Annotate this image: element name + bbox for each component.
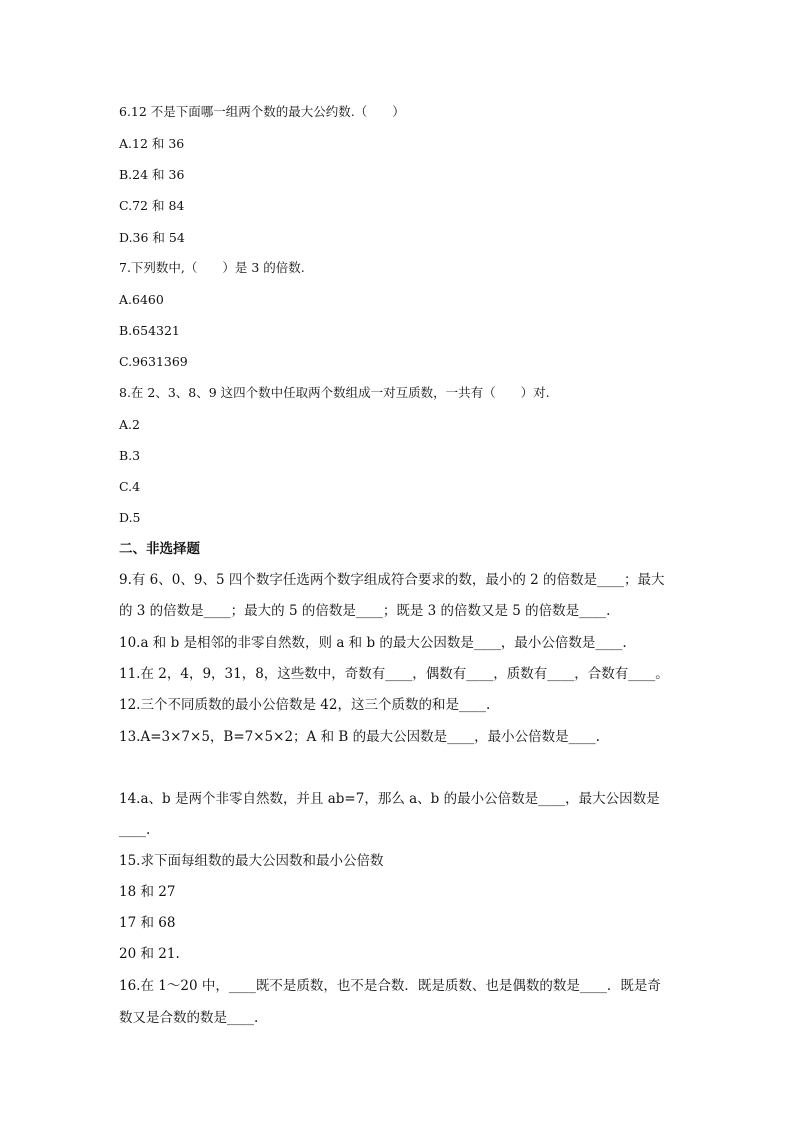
question-7-option-c: C.9631369 (119, 354, 188, 369)
question-8-option-a: A.2 (119, 417, 140, 432)
question-14-line-2: ____. (119, 822, 151, 838)
question-13: 13.A=3×7×5，B=7×5×2；A 和 B 的最大公因数是____，最小公倍数是____. (119, 729, 600, 745)
question-6-option-c: C.72 和 84 (119, 198, 185, 213)
question-8-option-b: B.3 (119, 448, 141, 463)
question-15-stem: 15.求下面每组数的最大公因数和最小公倍数 (119, 853, 384, 869)
question-6-stem: 6.12 不是下面哪一组两个数的最大公约数.（ ） (119, 104, 405, 119)
question-6-option-d: D.36 和 54 (119, 230, 185, 245)
question-8-option-c: C.4 (119, 479, 141, 494)
question-12: 12.三个不同质数的最小公倍数是 42，这三个质数的和是____. (119, 697, 491, 713)
question-6-option-a: A.12 和 36 (119, 136, 185, 151)
question-15-item-1: 18 和 27 (119, 884, 176, 900)
question-9-line-2: 的 3 的倍数是____；最大的 5 的倍数是____；既是 3 的倍数又是 5 的倍数是____. (119, 603, 611, 619)
question-6-option-b: B.24 和 36 (119, 167, 185, 182)
question-15-item-3: 20 和 21. (119, 946, 180, 962)
question-8-option-d: D.5 (119, 510, 141, 525)
question-7-option-a: A.6460 (119, 292, 164, 307)
question-16-line-1: 16.在 1～20 中，____既不是质数，也不是合数．既是质数、也是偶数的数是____．既是奇 (119, 978, 661, 994)
question-7-option-b: B.654321 (119, 323, 180, 338)
question-9-line-1: 9.有 6、0、9、5 四个数字任选两个数字组成符合要求的数，最小的 2 的倍数是____；最大 (119, 572, 665, 588)
question-7-stem: 7.下列数中,（ ）是 3 的倍数. (119, 260, 305, 275)
question-15-item-2: 17 和 68 (119, 915, 176, 931)
question-10: 10.a 和 b 是相邻的非零自然数，则 a 和 b 的最大公因数是____，最小公倍数是____. (119, 635, 627, 651)
question-11: 11.在 2，4，9，31，8，这些数中，奇数有____，偶数有____，质数有____，合数有____。 (119, 666, 669, 682)
question-8-stem: 8.在 2、3、8、9 这四个数中任取两个数组成一对互质数，一共有（ ）对. (119, 385, 550, 400)
question-14-line-1: 14.a、b 是两个非零自然数，并且 ab=7，那么 a、b 的最小公倍数是____，最大公因数是 (119, 791, 660, 807)
question-16-line-2: 数又是合数的数是____. (119, 1010, 259, 1026)
section-heading: 二、非选择题 (119, 541, 200, 557)
